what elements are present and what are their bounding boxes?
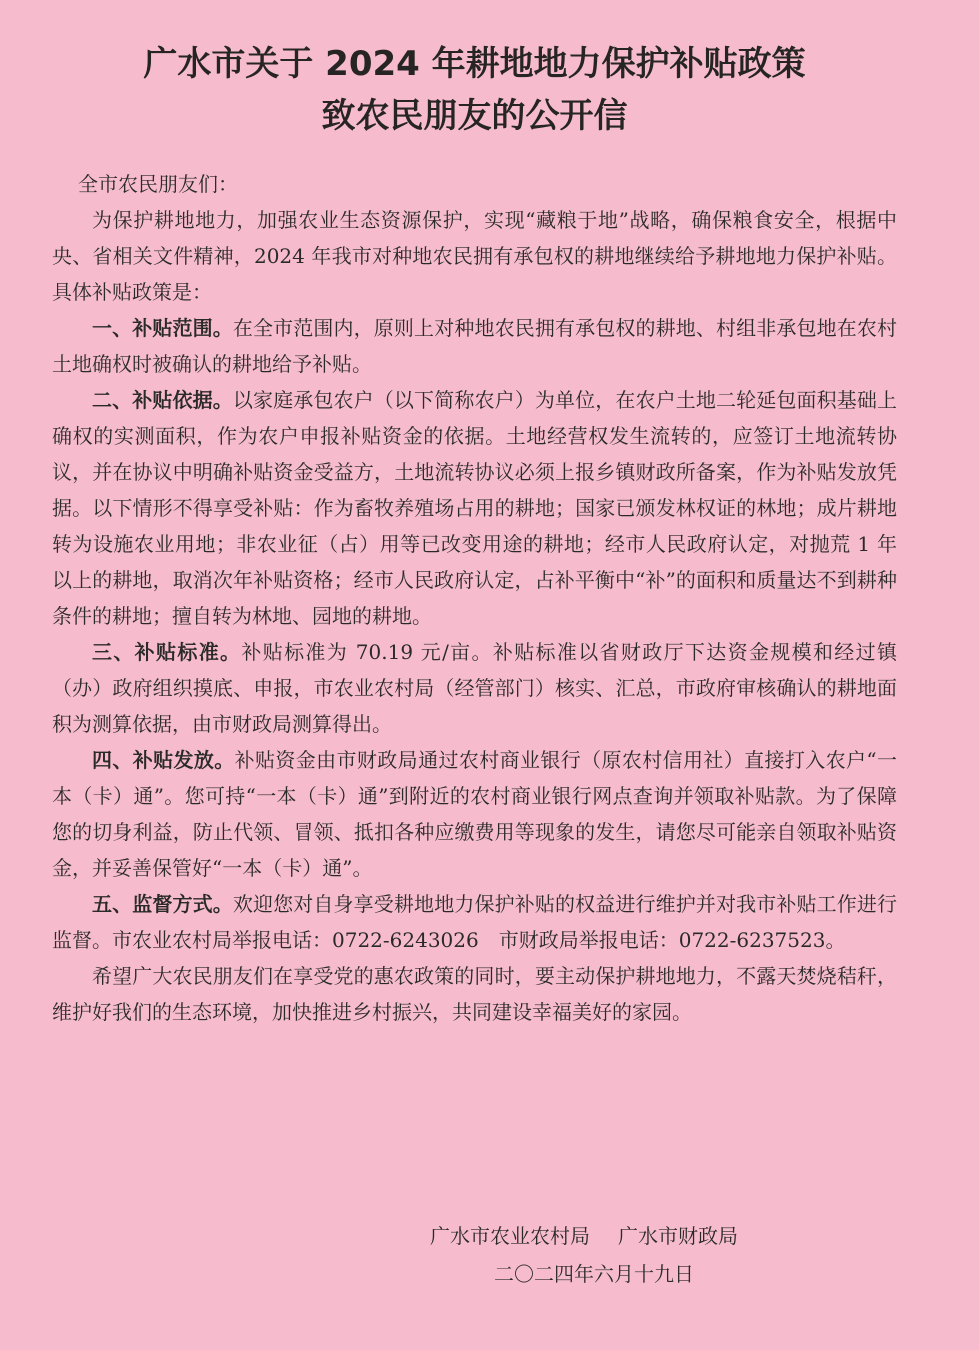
section-heading: 五、监督方式。 bbox=[92, 892, 233, 916]
section-body: 在全市范围内，原则上对种地农民拥有承包权的耕地、村组非承包地在农村土地确权时被确认的耕地给予补贴。 bbox=[52, 316, 898, 376]
section-heading: 四、补贴发放。 bbox=[92, 748, 235, 772]
letter-title bbox=[52, 38, 897, 142]
section-scope bbox=[52, 310, 897, 382]
closing-paragraph: 希望广大农民朋友们在享受党的惠农政策的同时，要主动保护耕地地力，不露天焚烧秸秆，维护好我们的生态环境，加快推进乡村振兴，共同建设幸福美好的家园。 bbox=[52, 964, 897, 1024]
signatory-finance-bureau: 广水市财政局 bbox=[618, 1224, 738, 1248]
letter-date: 二〇二四年六月十九日 bbox=[494, 1262, 694, 1286]
section-heading: 二、补贴依据。 bbox=[92, 388, 233, 412]
section-heading: 一、补贴范围。 bbox=[92, 316, 233, 340]
signatories bbox=[430, 1218, 979, 1254]
signatory-agriculture-bureau: 广水市农业农村局 bbox=[430, 1224, 590, 1248]
section-heading: 三、补贴标准。 bbox=[92, 640, 242, 664]
section-supervision bbox=[52, 886, 897, 958]
section-distribution bbox=[52, 742, 897, 886]
intro-paragraph: 为保护耕地地力，加强农业生态资源保护，实现“藏粮于地”战略，确保粮食安全，根据中央、省相关文件精神，2024 年我市对种地农民拥有承包权的耕地继续给予耕地地力保护补贴。具体补贴政策是： bbox=[52, 208, 897, 304]
section-standard bbox=[52, 634, 897, 742]
section-body: 以家庭承包农户（以下简称农户）为单位，在农户土地二轮延包面积基础上确权的实测面积，作为农户申报补贴资金的依据。土地经营权发生流转的，应签订土地流转协议，并在协议中明确补贴资金受益方，土地流转协议必须上报乡镇财政所备案，作为补贴发放凭据。以下情形不得享受补贴：作为畜牧养殖场占用的耕地；国家已颁发林权证的林地；成片耕地转为设施农业用地；非农业征（占）用等已改变用途的耕地；经市人民政府认定，对抛荒 1 年以上的耕地，取消次年补贴资格；经市人民政府认定，占补平衡中“补”的面积和质量达不到耕种条件的耕地；擅自转为林地、园地的耕地。 bbox=[52, 388, 898, 628]
section-body: 补贴资金由市财政局通过农村商业银行（原农村信用社）直接打入农户“一本（卡）通”。您可持“一本（卡）通”到附近的农村商业银行网点查询并领取补贴款。为了保障您的切身利益，防止代领、冒领、抵扣各种应缴费用等现象的发生，请您尽可能亲自领取补贴资金，并妥善保管好“一本（卡）通”。 bbox=[52, 748, 897, 880]
title-line-1: 广水市关于 2024 年耕地地力保护补贴政策 bbox=[143, 44, 806, 84]
section-body: 补贴标准为 70.19 元/亩。补贴标准以省财政厅下达资金规模和经过镇（办）政府组织摸底、申报，市农业农村局（经管部门）核实、汇总，市政府审核确认的耕地面积为测算依据，由市财政局测算得出。 bbox=[52, 640, 897, 736]
salutation: 全市农民朋友们： bbox=[78, 172, 238, 196]
section-basis bbox=[52, 382, 897, 634]
title-line-2: 致农民朋友的公开信 bbox=[321, 96, 628, 136]
section-body: 欢迎您对自身享受耕地地力保护补贴的权益进行维护并对我市补贴工作进行监督。市农业农村局举报电话：0722-6243026 市财政局举报电话：0722-6237523。 bbox=[52, 892, 898, 952]
